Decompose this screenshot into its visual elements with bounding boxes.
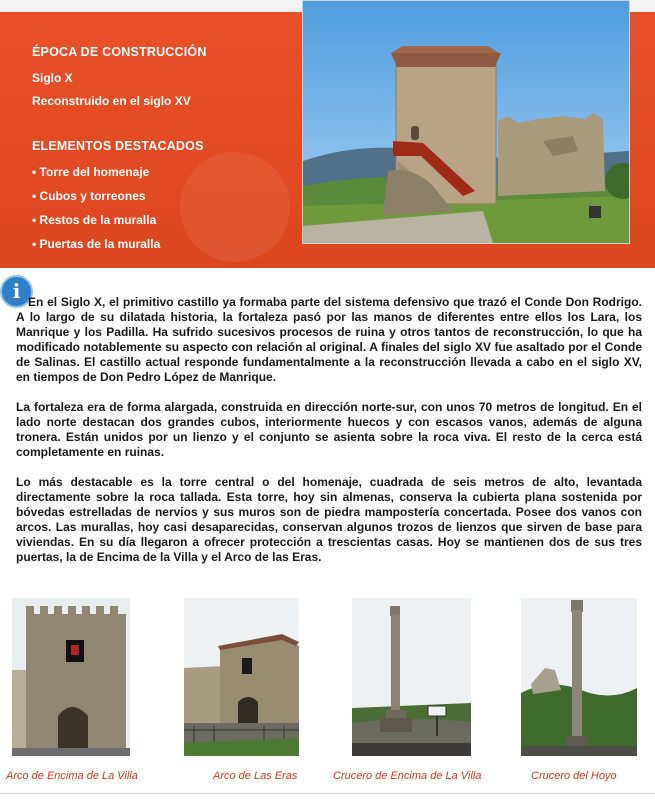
photo-arco-las-eras: [184, 598, 299, 756]
epoca-line-1: Siglo X: [32, 71, 73, 85]
info-icon: i: [0, 275, 33, 308]
epoca-heading: ÉPOCA DE CONSTRUCCIÓN: [32, 45, 207, 59]
caption-crucero-del-hoyo: Crucero del Hoyo: [531, 770, 617, 782]
elementos-item: • Puertas de la muralla: [32, 237, 204, 251]
photo-crucero-del-hoyo: [521, 598, 637, 756]
elementos-item: • Torre del homenaje: [32, 165, 204, 179]
elementos-heading: ELEMENTOS DESTACADOS: [32, 139, 204, 153]
photo-arco-encima-villa: [12, 598, 130, 756]
epoca-section: [32, 45, 207, 117]
bottom-rule: [0, 793, 655, 794]
elementos-section: [32, 139, 204, 261]
paragraph-3: Lo más destacable es la torre central o del homenaje, cuadrada de seis metros de alto, levantada directamente sobre la roca tallada. Esta torre, hoy sin almenas, conserva la cubierta plana sostenida por bóvedas estrelladas de nervios y sus muros son de piedra mampostería concertada. Posee dos vanos con arcos. Las murallas, hoy casi desaparecidas, conservan algunos trozos de lienzos que sirven de base para viviendas. En su día llegaron a ofrecer protección a trescientas casas. Hoy se mantienen dos de sus tres puertas, la de Encima de la Villa y el Arco de las Eras.: [16, 475, 642, 564]
elementos-item: • Restos de la muralla: [32, 213, 204, 227]
elementos-item: • Cubos y torreones: [32, 189, 204, 203]
caption-arco-encima-villa: Arco de Encima de La Villa: [6, 770, 138, 782]
caption-crucero-encima-villa: Crucero de Encima de La Villa: [333, 770, 482, 782]
paragraph-1: En el Siglo X, el primitivo castillo ya formaba parte del sistema defensivo que trazó el Conde Don Rodrigo. A lo largo de su dilatada historia, la fortaleza pasó por las manos de diferentes entre ellos los Lara, los Manrique y los Padilla. Ha sufrido sucesivos procesos de ruina y otros tantos de reconstrucción, lo que ha modificado notablemente su aspecto con relación al original. A finales del siglo XV fue asaltado por el Conde de Salinas. El castillo actual responde fundamentalmente a la reconstrucción llevada a cabo en el siglo XV, en tiempos de Don Pedro López de Manrique.: [16, 295, 642, 384]
paragraph-2: La fortaleza era de forma alargada, construida en dirección norte-sur, con unos 70 metros de longitud. En el lado norte destacan dos grandes cubos, interiormente huecos y con escasos vanos, además de alguna tronera. Están unidos por un lienzo y el conjunto se asienta sobre la roca viva. El resto de la cerca está completamente en ruinas.: [16, 400, 642, 459]
photo-crucero-encima-villa: [352, 598, 471, 756]
caption-arco-las-eras: Arco de Las Eras: [213, 770, 298, 782]
body-text: [16, 295, 642, 580]
epoca-line-2: Reconstruido en el siglo XV: [32, 94, 191, 108]
castle-photo: [302, 0, 630, 244]
